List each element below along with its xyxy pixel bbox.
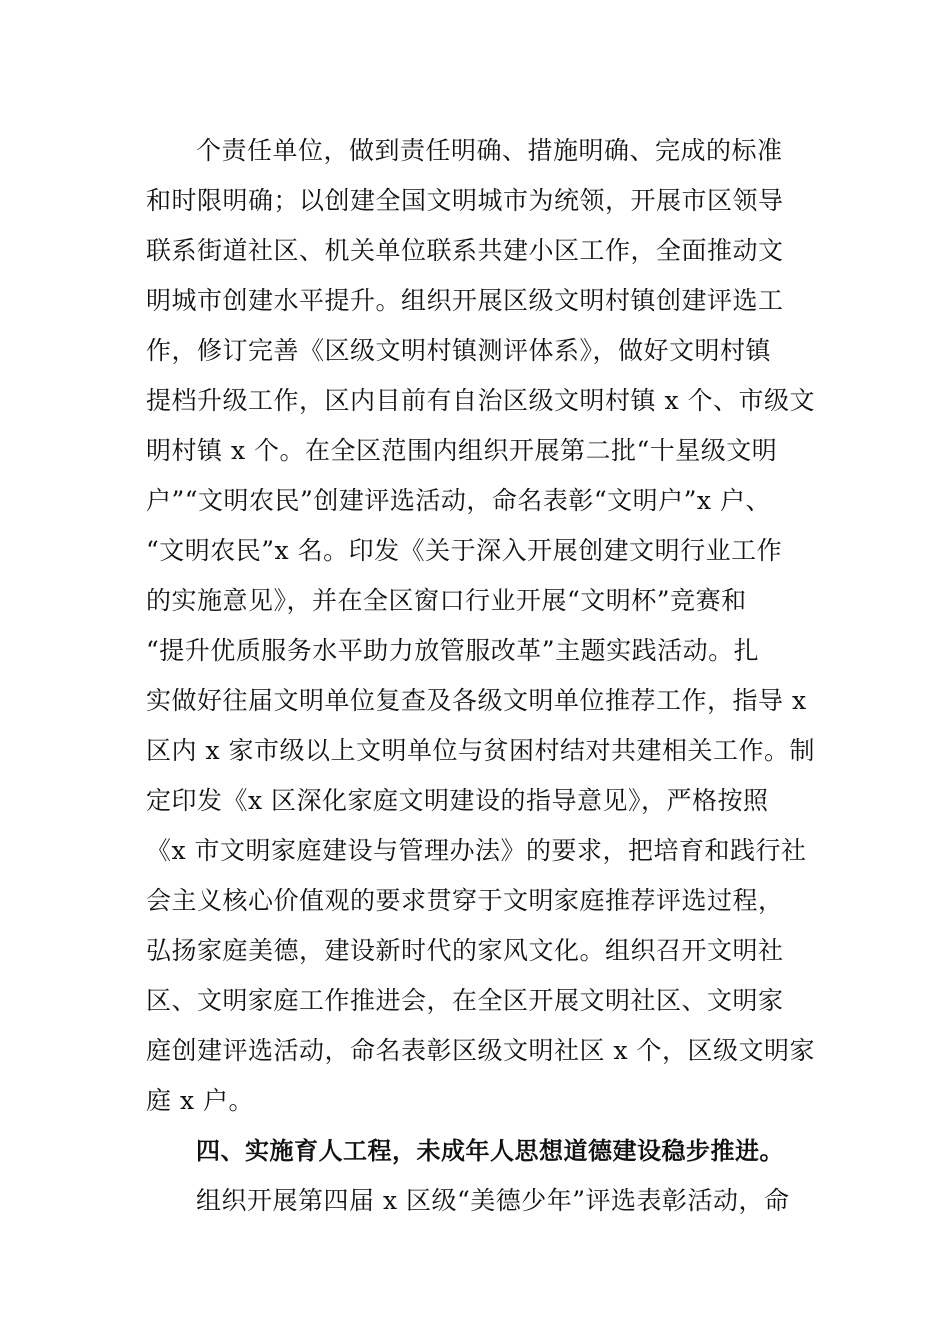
body-line: 庭创建评选活动，命名表彰区级文明社区 x 个，区级文明家 (146, 1036, 815, 1065)
body-line: 弘扬家庭美德，建设新时代的家风文化。组织召开文明社 (146, 936, 784, 965)
body-line: 区内 x 家市级以上文明单位与贫困村结对共建相关工作。制 (146, 736, 815, 765)
body-line: “提升优质服务水平助力放管服改革”主题实践活动。扎 (146, 636, 760, 665)
body-line: 户”“文明农民”创建评选活动，命名表彰“文明户”x 户、 (146, 486, 771, 515)
section-heading: 四、实施育人工程，未成年人思想道德建设稳步推进。 (196, 1137, 784, 1165)
body-line: “文明农民”x 名。印发《关于深入开展创建文明行业工作 (146, 536, 783, 565)
body-line: 作，修订完善《区级文明村镇测评体系》，做好文明村镇 (146, 336, 772, 365)
body-line: 定印发《x 区深化家庭文明建设的指导意见》，严格按照 (146, 786, 769, 815)
body-line: 会主义核心价值观的要求贯穿于文明家庭推荐评选过程， (146, 886, 784, 915)
body-line: 实做好往届文明单位复查及各级文明单位推荐工作，指导 x (146, 686, 807, 715)
body-line: 组织开展第四届 x 区级“美德少年”评选表彰活动，命 (196, 1186, 790, 1215)
body-line: 个责任单位，做到责任明确、措施明确、完成的标准 (196, 136, 783, 165)
document-body (146, 126, 815, 1226)
body-line: 明村镇 x 个。在全区范围内组织开展第二批“十星级文明 (146, 436, 778, 465)
body-line: 提档升级工作，区内目前有自治区级文明村镇 x 个、市级文 (146, 386, 815, 415)
body-line: 庭 x 户。 (146, 1086, 254, 1115)
body-line: 《x 市文明家庭建设与管理办法》的要求，把培育和践行社 (146, 836, 807, 865)
body-line: 和时限明确；以创建全国文明城市为统领，开展市区领导 (146, 186, 784, 215)
body-line: 明城市创建水平提升。组织开展区级文明村镇创建评选工 (146, 286, 784, 315)
body-line: 区、文明家庭工作推进会，在全区开展文明社区、文明家 (146, 986, 784, 1015)
body-line: 的实施意见》，并在全区窗口行业开展“文明杯”竞赛和 (146, 586, 747, 615)
body-line: 联系街道社区、机关单位联系共建小区工作，全面推动文 (146, 236, 784, 265)
